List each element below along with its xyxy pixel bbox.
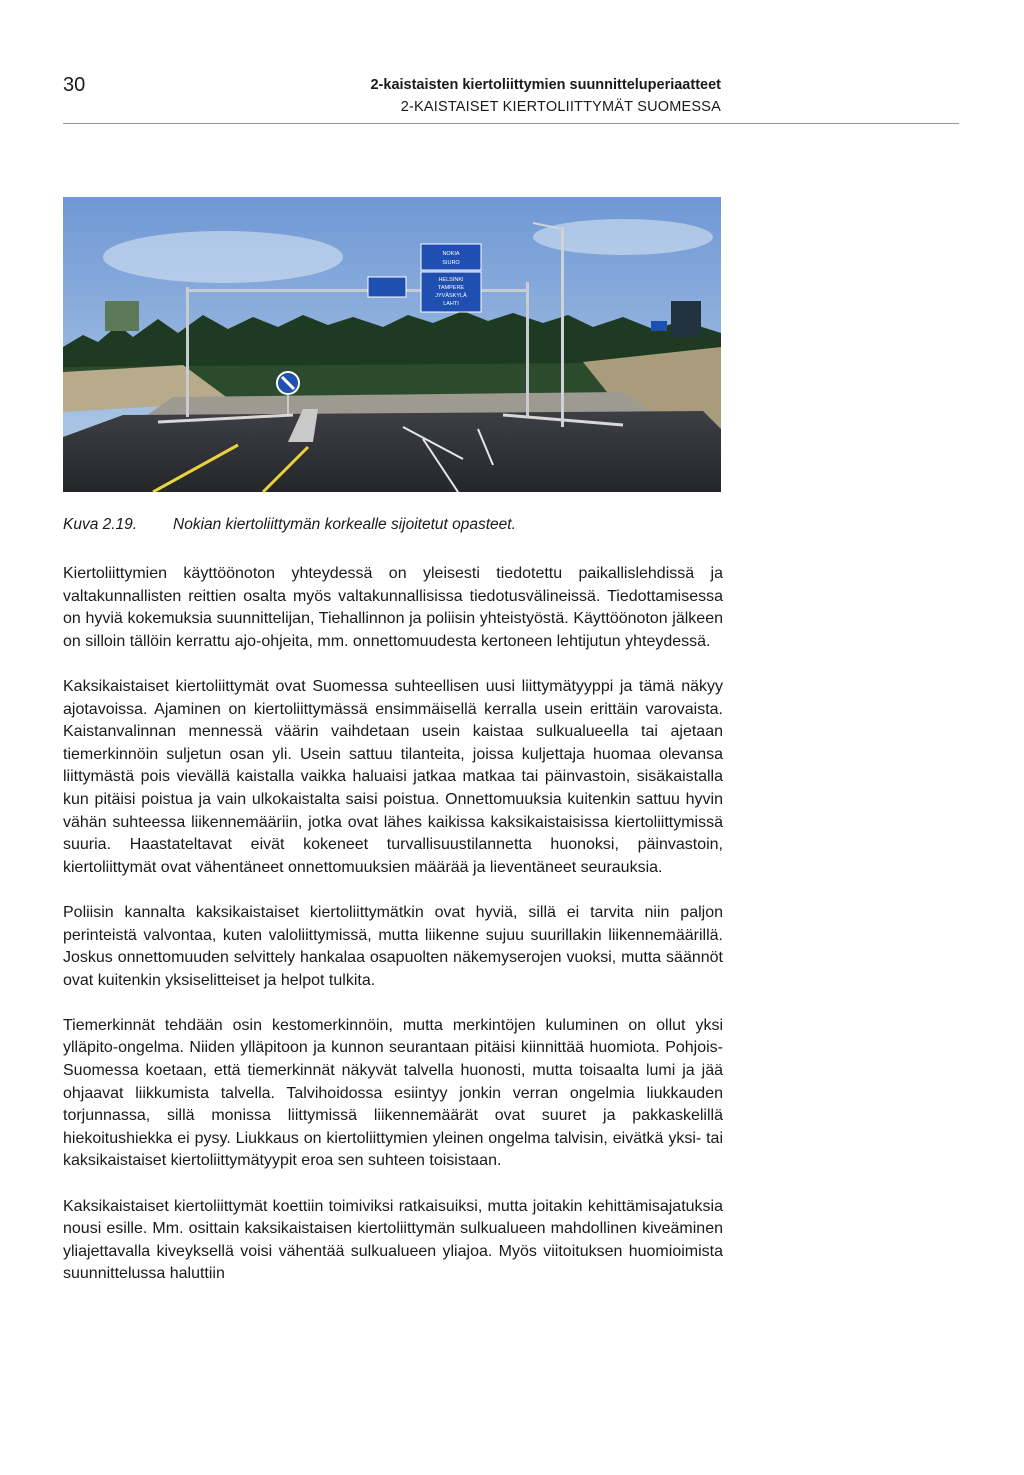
caption-label: Kuva 2.19. <box>63 516 138 533</box>
paragraph: Kaksikaistaiset kiertoliittymät koettiin toimiviksi ratkaisuiksi, mutta joitakin kehittämisajatuksia nousi esille. Mm. osittain kaksikaistaisen kiertoliittymän sulkualueen mahdollinen kiveäminen yliajettavalla kiveyksellä voisi vähentää sulkualueen yliajoa. Myös viitoituksen huomioimista suunnittelussa haluttiin <box>63 1197 723 1283</box>
running-head-section: 2-KAISTAISET KIERTOLIITTYMÄT SUOMESSA <box>400 99 721 115</box>
sign-main-line: TAMPERE <box>437 285 465 291</box>
sign-main-line: HELSINKI <box>438 277 464 283</box>
paragraph: Kiertoliittymien käyttöönoton yhteydessä on yleisesti tiedotettu paikallislehdissä ja valtakunnallisten reittien osalta myös valtakunnallisissa tiedotusvälineissä. Tiedottamisessa on hyviä kokemuksia suunnittelijan, Tiehallinnon ja poliisin yhteistyöstä. Käyttöönoton jälkeen on silloin tällöin kerrattu ajo-ohjeita, mm. onnettomuudesta kertoneen lehtijutun yhteydessä. <box>63 565 723 650</box>
body-text <box>63 563 723 1309</box>
running-head-title: 2-kaistaisten kiertoliittymien suunnitteluperiaatteet <box>370 77 721 93</box>
sign-top-line: SIURO <box>442 260 460 266</box>
sign-top-line: NOKIA <box>442 251 460 257</box>
sign-main-line: LAHTI <box>443 301 459 307</box>
paragraph: Kaksikaistaiset kiertoliittymät ovat Suomessa suhteellisen uusi liittymätyyppi ja tämä näkyy ajotavoissa. Ajaminen on kiertoliittymässä ensimmäisellä kerralla usein erittäin varovaista. Kaistanvalinnan mennessä väärin vaihdetaan usein kaistaa sulkualueella tai ajetaan tiemerkinnöin suljetun osan yli. Usein sattuu tilanteita, joissa kuljettaja huomaa olevansa liittymästä pois vievällä kaistalla vaikka haluaisi jatkaa matkaa tai päinvastoin, sisäkaistalla kun pitäisi poistua ja vain ulkokaistalta saisi poistua. Onnettomuuksia kuitenkin sattuu hyvin vähän suhteessa liikennemääriin, jotka ovat lähes kaikissa kaksikaistaisissa kiertoliittymissä suuria. Haastateltavat eivät kokeneet turvallisuustilannetta huonoksi, päinvastoin, kiertoliittymät ovat vähentäneet onnettomuuksien määrää ja lieventäneet seurauksia. <box>63 677 723 876</box>
caption-text: Nokian kiertoliittymän korkealle sijoitetut opasteet. <box>173 516 516 533</box>
page-number: 30 <box>63 74 86 96</box>
sign-main-line: JYVÄSKYLÄ <box>435 293 467 299</box>
header-rule <box>63 123 959 124</box>
figure-caption <box>63 516 516 534</box>
roundabout-photo <box>63 197 721 492</box>
running-head <box>370 74 721 118</box>
paragraph: Tiemerkinnät tehdään osin kestomerkinnöin, mutta merkintöjen kuluminen on ollut yksi ylläpito-ongelma. Niiden ylläpitoon ja kunnon seurantaan pitäisi kiinnittää huomiota. Pohjois-Suomessa koetaan, että tiemerkinnät näkyvät talvella huonosti, mutta toisaalta lumi ja jää ohjaavat liikkumista talvella. Talvihoidossa esiintyy jonkin verran ongelmia liukkauden torjunnassa, sillä monissa liittymissä liikennemäärät ovat suuret ja pakkaskelillä hiekoitushiekka ei pysy. Liukkaus on kiertoliittymien yleinen ongelma talvisin, eivätkä yksi- tai kaksikaistaiset kiertoliittymätyypit eroa sen suhteen toisistaan. <box>63 1016 723 1170</box>
paragraph: Poliisin kannalta kaksikaistaiset kiertoliittymätkin ovat hyviä, sillä ei tarvita niin paljon perinteistä valvontaa, kuten valoliittymissä, mutta liikenne sujuu suurillakin liikennemäärillä. Joskus onnettomuuden selvittely hankalaa osapuolten näkemyserojen vuoksi, mutta säännöt ovat kuitenkin yksiselitteiset ja helpot tulkita. <box>63 903 723 989</box>
